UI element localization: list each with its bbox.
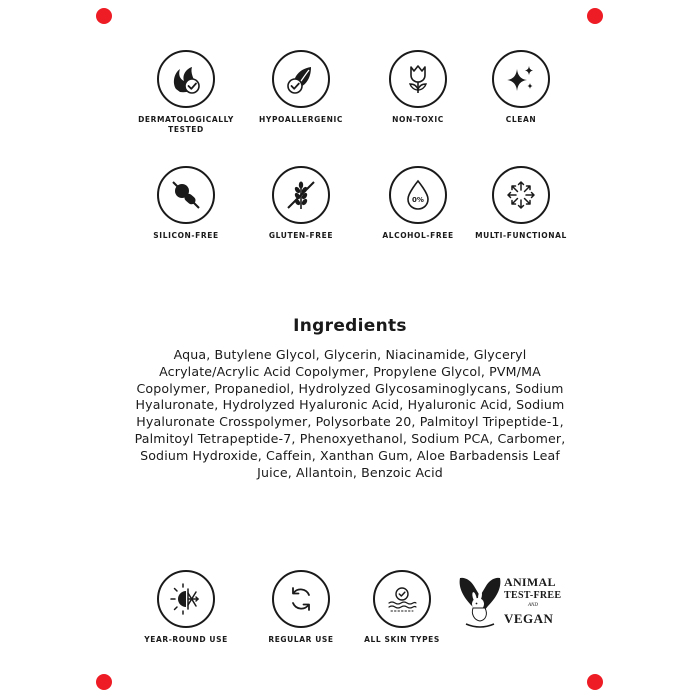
leaf-check-icon bbox=[272, 50, 330, 108]
badge-label: CLEAN bbox=[505, 115, 537, 124]
badge-all-skin-types bbox=[352, 570, 452, 645]
badge-regular-use bbox=[251, 570, 351, 645]
corner-dot-bottom-left bbox=[96, 674, 112, 690]
tulip-icon bbox=[389, 50, 447, 108]
badge-label: DERMATOLOGICALLY TESTED bbox=[138, 115, 234, 134]
sun-snowflake-icon bbox=[157, 570, 215, 628]
animal-test-free-vegan-logo bbox=[458, 570, 568, 630]
badge-label: GLUTEN-FREE bbox=[268, 231, 334, 240]
drop-zero-icon bbox=[389, 166, 447, 224]
skin-check-icon bbox=[373, 570, 431, 628]
logo-text-test-free: TEST-FREE bbox=[504, 590, 562, 601]
corner-dot-bottom-right bbox=[587, 674, 603, 690]
badge-label: NON-TOXIC bbox=[392, 115, 444, 124]
badge-label: MULTI-FUNCTIONAL bbox=[475, 231, 567, 240]
logo-text-and: AND bbox=[528, 603, 538, 608]
sparkles-icon bbox=[492, 50, 550, 108]
corner-dot-top-right bbox=[587, 8, 603, 24]
badge-dermatologically-tested bbox=[136, 50, 236, 135]
ingredients-list: Aqua, Butylene Glycol, Glycerin, Niacinamide, Glyceryl Acrylate/Acrylic Acid Copolymer, Propylene Glycol, PVM/MA Copolymer, Propanediol, Hydrolyzed Glycosaminoglycans, Sodium Hyaluronate, Hydrolyzed Hyaluronic Acid, Hyaluronic Acid, Sodium Hyaluronate Crosspolymer, Polysorbate 20, Palmitoyl Tripeptide-1, Palmitoyl Tetrapeptide-7, Phenoxyethanol, Sodium PCA, Carbomer, Sodium Hydroxide, Caffein, Xanthan Gum, Aloe Barbadensis Leaf Juice, Allantoin, Benzoic Acid bbox=[134, 347, 566, 480]
badge-label: SILICON-FREE bbox=[153, 231, 219, 240]
ingredients-title: Ingredients bbox=[293, 316, 407, 336]
logo-text-vegan: VEGAN bbox=[504, 611, 554, 626]
drop-zero-text: 0% bbox=[412, 196, 424, 204]
dermatologically-tested-icon bbox=[157, 50, 215, 108]
badge-label: ALCOHOL-FREE bbox=[382, 231, 454, 240]
no-silicon-icon bbox=[157, 166, 215, 224]
arrows-outward-icon bbox=[492, 166, 550, 224]
badge-gluten-free bbox=[251, 166, 351, 241]
refresh-icon bbox=[272, 570, 330, 628]
badge-non-toxic bbox=[368, 50, 468, 125]
badge-label: HYPOALLERGENIC bbox=[259, 115, 343, 124]
heart-bunny-icon bbox=[458, 574, 502, 630]
badge-alcohol-free bbox=[368, 166, 468, 241]
badge-label: ALL SKIN TYPES bbox=[364, 635, 440, 644]
badge-hypoallergenic bbox=[251, 50, 351, 125]
badge-clean bbox=[471, 50, 571, 125]
badge-year-round-use bbox=[136, 570, 236, 645]
badge-multi-functional bbox=[471, 166, 571, 241]
logo-text-animal: ANIMAL bbox=[504, 575, 556, 589]
badge-label: YEAR-ROUND USE bbox=[144, 635, 228, 644]
badge-label: REGULAR USE bbox=[268, 635, 334, 644]
no-wheat-icon bbox=[272, 166, 330, 224]
corner-dot-top-left bbox=[96, 8, 112, 24]
badge-silicon-free bbox=[136, 166, 236, 241]
